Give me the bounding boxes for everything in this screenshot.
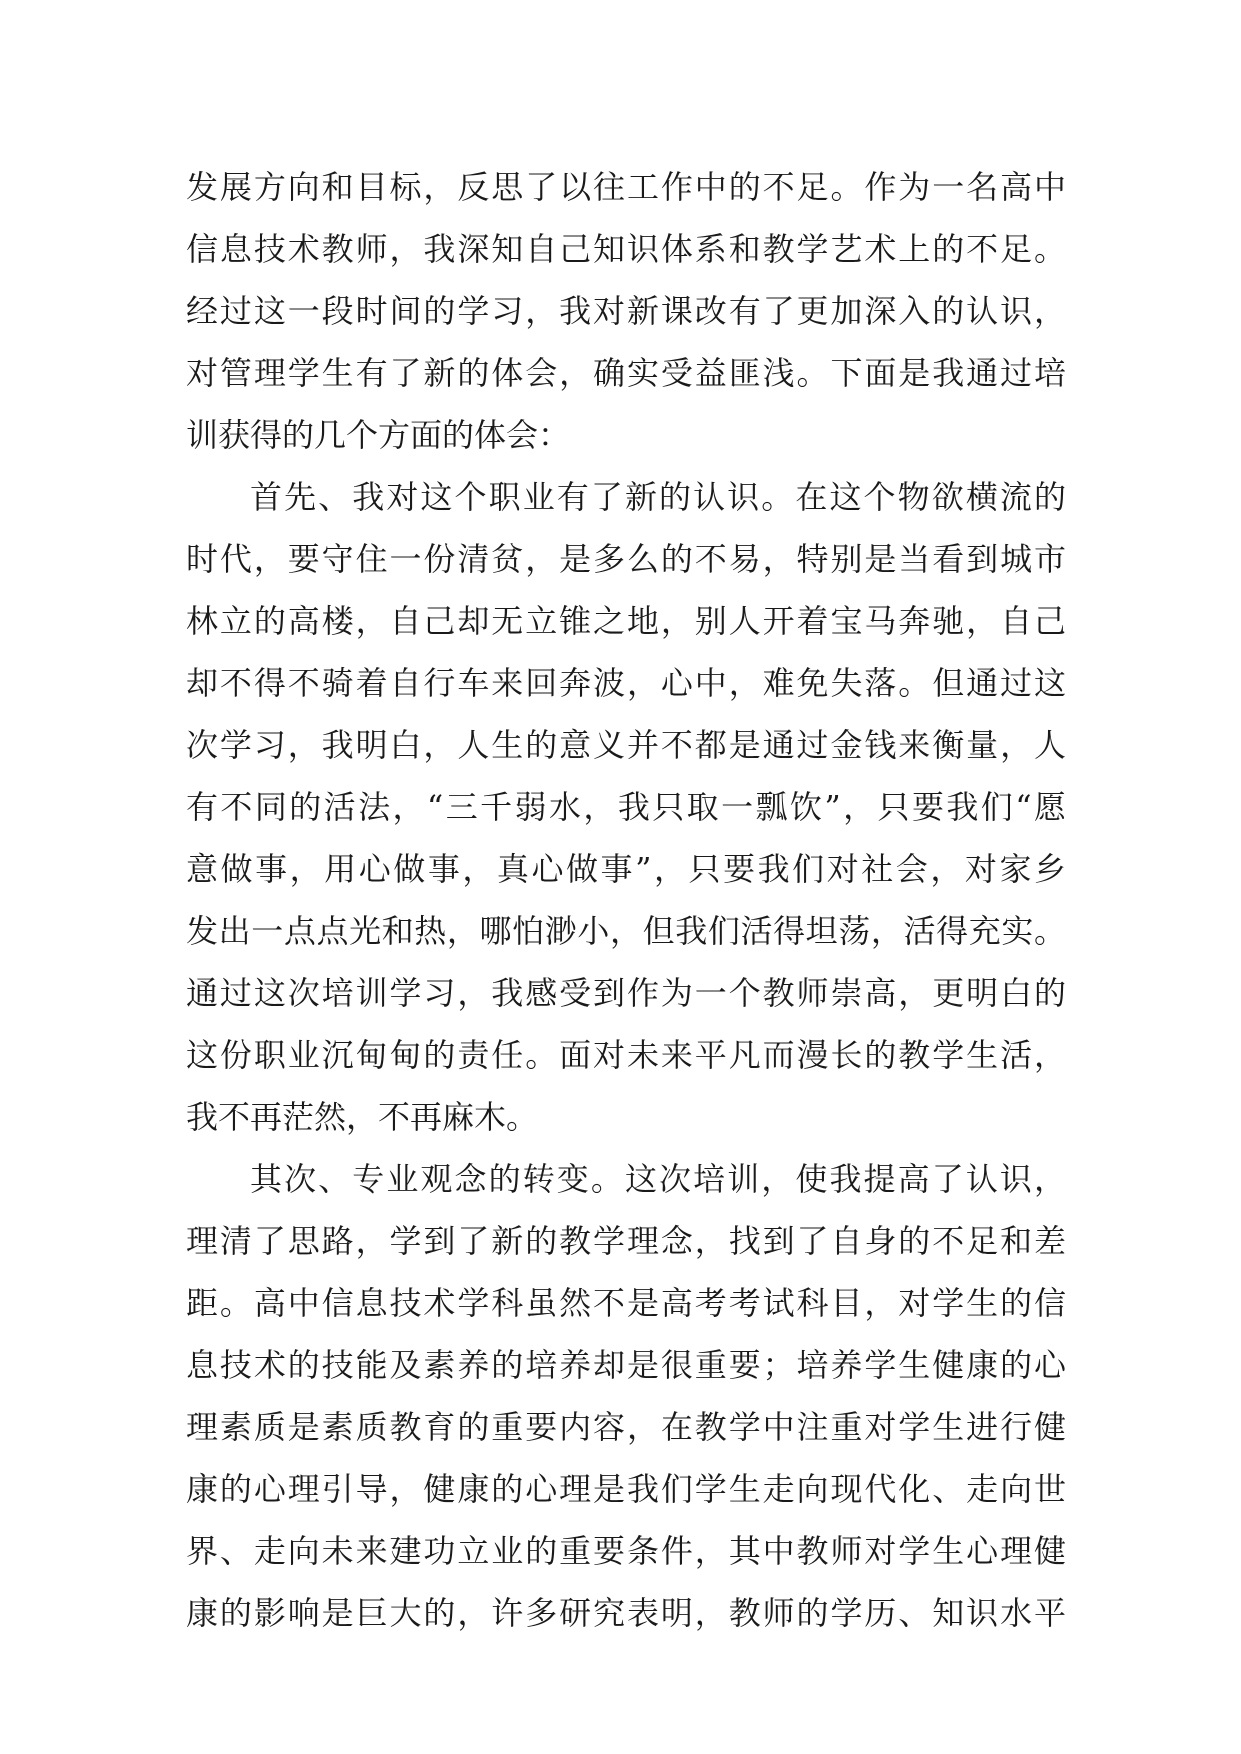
body-text — [186, 156, 1066, 1644]
text-line: 理素质是素质教育的重要内容，在教学中注重对学生进行健 — [186, 1408, 1066, 1446]
text-line: 理清了思路，学到了新的教学理念，找到了自身的不足和差 — [186, 1222, 1066, 1260]
text-line: 界、走向未来建功立业的重要条件，其中教师对学生心理健 — [186, 1532, 1066, 1570]
text-line: 时代，要守住一份清贫，是多么的不易，特别是当看到城市 — [186, 540, 1066, 578]
text-line: 发出一点点光和热，哪怕渺小，但我们活得坦荡，活得充实。 — [186, 912, 1066, 950]
text-line: 这份职业沉甸甸的责任。面对未来平凡而漫长的教学生活， — [186, 1036, 1066, 1074]
text-line: 经过这一段时间的学习，我对新课改有了更加深入的认识， — [186, 292, 1066, 330]
text-line: 我不再茫然，不再麻木。 — [186, 1098, 539, 1136]
text-line: 其次、专业观念的转变。这次培训，使我提高了认识， — [250, 1160, 1066, 1198]
text-line: 距。高中信息技术学科虽然不是高考考试科目，对学生的信 — [186, 1284, 1066, 1322]
text-line: 康的影响是巨大的，许多研究表明，教师的学历、知识水平 — [186, 1594, 1066, 1632]
text-line: 信息技术教师，我深知自己知识体系和教学艺术上的不足。 — [186, 230, 1066, 268]
text-line: 息技术的技能及素养的培养却是很重要；培养学生健康的心 — [186, 1346, 1066, 1384]
text-line: 却不得不骑着自行车来回奔波，心中，难免失落。但通过这 — [186, 664, 1066, 702]
text-line: 次学习，我明白，人生的意义并不都是通过金钱来衡量，人 — [186, 726, 1066, 764]
text-line: 意做事，用心做事，真心做事”，只要我们对社会，对家乡 — [186, 850, 1066, 888]
text-line: 对管理学生有了新的体会，确实受益匪浅。下面是我通过培 — [186, 354, 1066, 392]
text-line: 林立的高楼，自己却无立锥之地，别人开着宝马奔驰，自己 — [186, 602, 1066, 640]
text-line: 通过这次培训学习，我感受到作为一个教师崇高，更明白的 — [186, 974, 1066, 1012]
text-line: 首先、我对这个职业有了新的认识。在这个物欲横流的 — [250, 478, 1066, 516]
text-line: 有不同的活法，“三千弱水，我只取一瓢饮”，只要我们“愿 — [186, 788, 1066, 826]
text-line: 训获得的几个方面的体会： — [186, 416, 571, 454]
text-line: 发展方向和目标，反思了以往工作中的不足。作为一名高中 — [186, 168, 1066, 206]
text-line: 康的心理引导，健康的心理是我们学生走向现代化、走向世 — [186, 1470, 1066, 1508]
